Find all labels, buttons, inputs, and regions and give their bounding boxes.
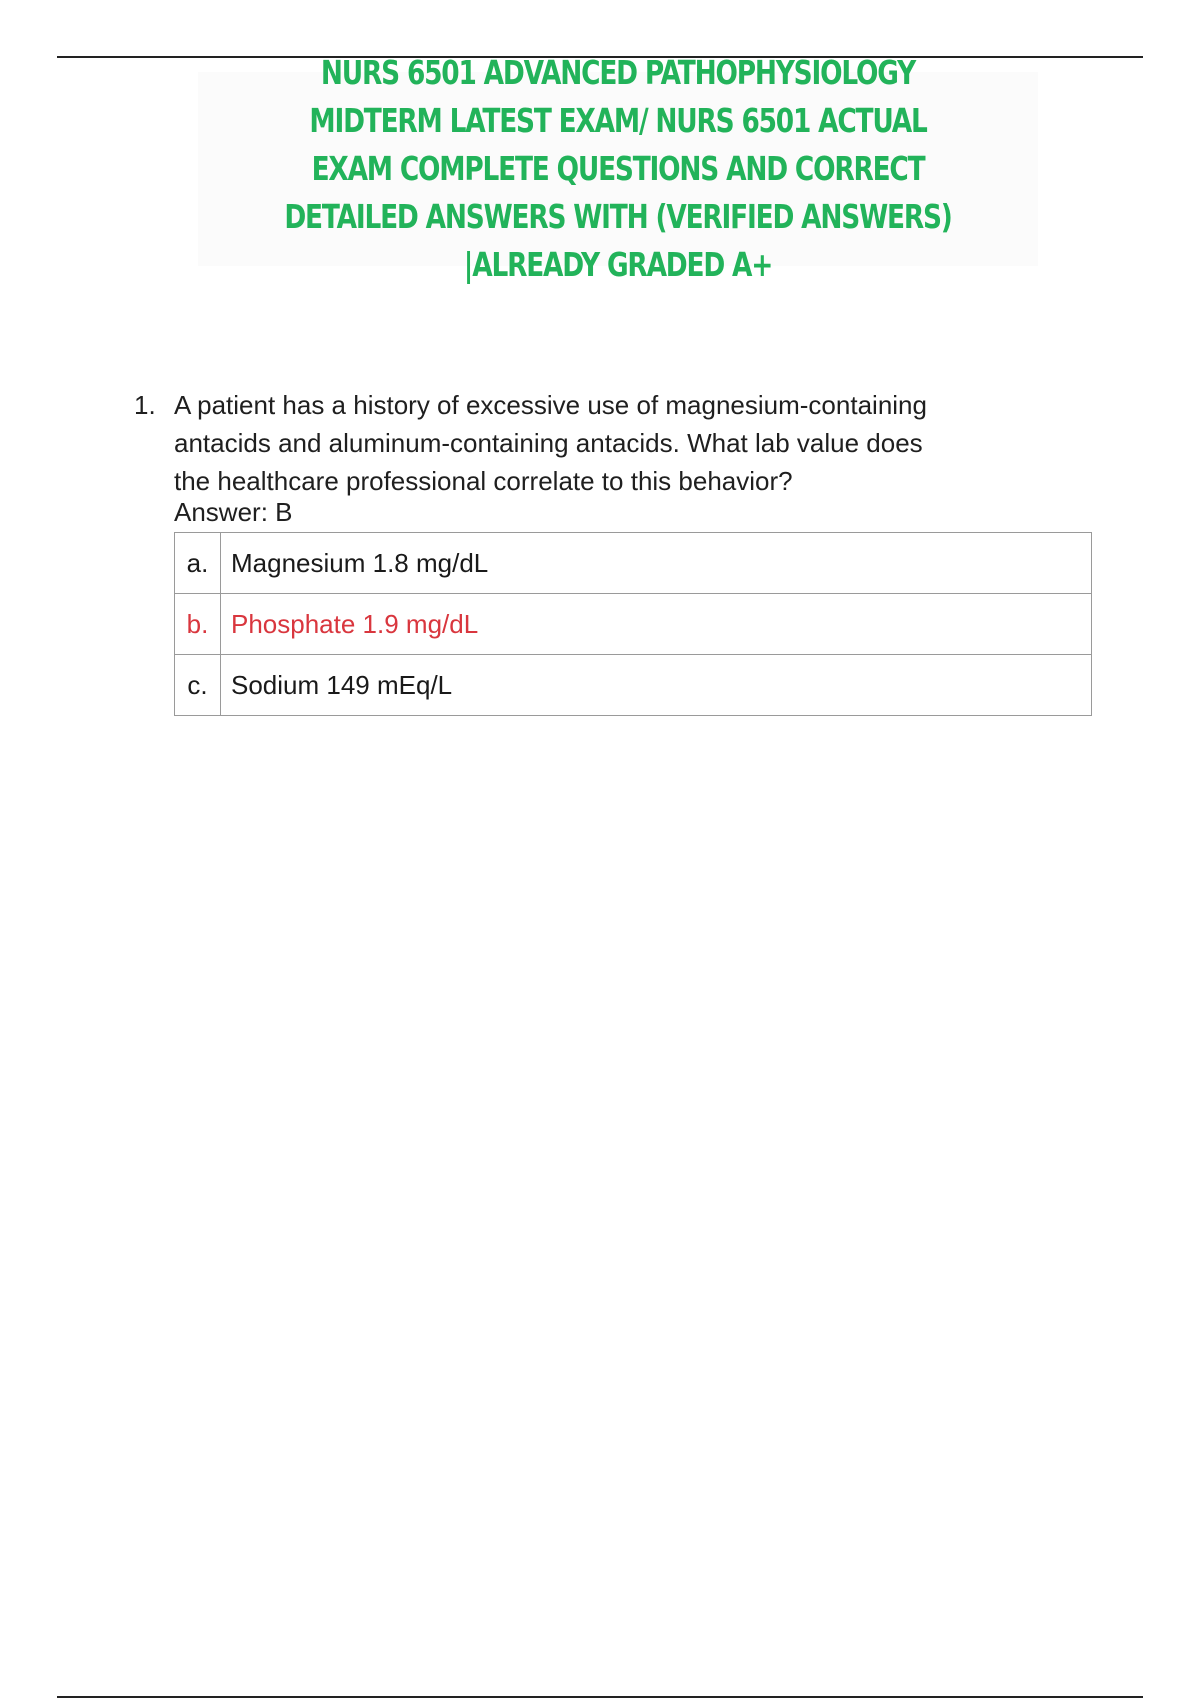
document-title: NURS 6501 ADVANCED PATHOPHYSIOLOGY MIDTERM LATEST EXAM/ NURS 6501 ACTUAL EXAM COMPLETE QUESTIONS AND CORRECT DETAILED ANSWERS WITH (VERIFIED ANSWERS) |ALREADY GRADED A+: [284, 53, 952, 284]
option-row-correct: [175, 594, 1092, 655]
option-text: Sodium 149 mEq/L: [221, 655, 1092, 716]
answer-key: Answer: B: [174, 497, 293, 527]
option-text: Phosphate 1.9 mg/dL: [221, 594, 1092, 655]
option-letter: b.: [175, 594, 221, 655]
option-row: [175, 655, 1092, 716]
title-banner: [198, 53, 1038, 284]
option-row: [175, 533, 1092, 594]
question-text: A patient has a history of excessive use of magnesium-containing antacids and aluminum-containing antacids. What lab value does the healthcare professional correlate to this behavior?: [174, 390, 927, 496]
option-letter: a.: [175, 533, 221, 594]
options-table: [174, 532, 1092, 716]
bottom-rule: [57, 1696, 1143, 1698]
option-letter: c.: [175, 655, 221, 716]
question-number: 1.: [134, 390, 156, 420]
option-text: Magnesium 1.8 mg/dL: [221, 533, 1092, 594]
